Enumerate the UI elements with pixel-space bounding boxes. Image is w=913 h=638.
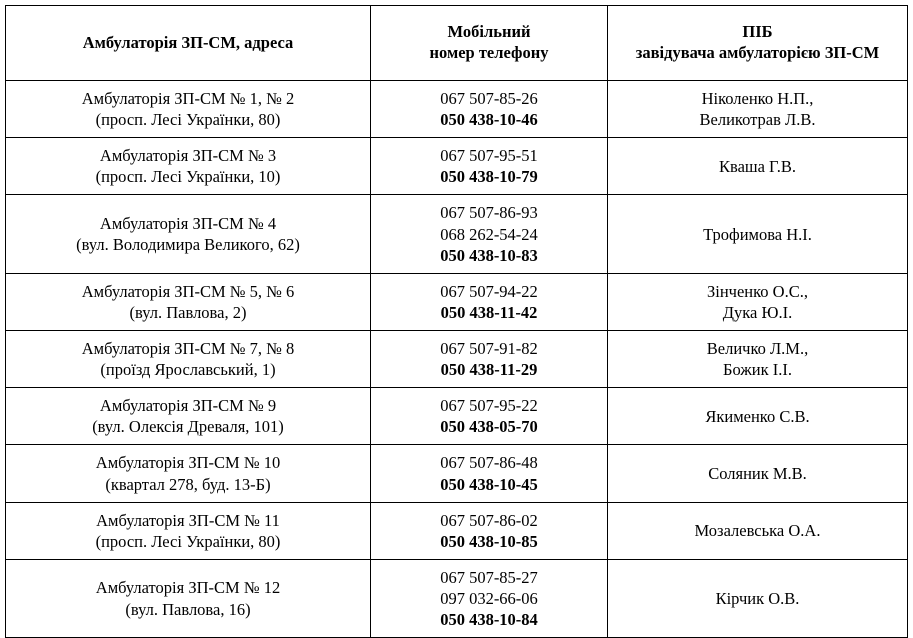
cell-phones xyxy=(371,559,608,637)
cell-address xyxy=(6,330,371,387)
column-header-head xyxy=(608,6,908,81)
table-row xyxy=(6,330,908,387)
phone-number: 050 438-10-83 xyxy=(440,245,538,265)
head-name-line: Кваша Г.В. xyxy=(719,156,796,176)
cell-head-name xyxy=(608,81,908,138)
address-line: (проїзд Ярославський, 1) xyxy=(100,360,276,380)
column-header-line: номер телефону xyxy=(429,43,549,62)
address-line: (вул. Олексія Древаля, 101) xyxy=(92,417,284,437)
cell-head-name xyxy=(608,330,908,387)
cell-head-name xyxy=(608,138,908,195)
head-name-line: Дука Ю.І. xyxy=(722,302,793,322)
table-row xyxy=(6,195,908,273)
phone-number: 067 507-95-51 xyxy=(440,146,538,166)
column-header-line: Мобільний xyxy=(447,22,531,42)
phone-number: 067 507-86-02 xyxy=(440,510,538,530)
cell-address xyxy=(6,445,371,502)
address-line: Амбулаторія ЗП-СМ № 9 xyxy=(99,396,277,416)
head-name-line: Трофимова Н.І. xyxy=(703,224,812,244)
cell-phones xyxy=(371,388,608,445)
table-row xyxy=(6,445,908,502)
address-line: (просп. Лесі Українки, 10) xyxy=(95,167,281,187)
address-line: (квартал 278, буд. 13-Б) xyxy=(105,474,271,494)
column-header-line: ПІБ xyxy=(742,22,773,42)
cell-phones xyxy=(371,81,608,138)
table-header-row xyxy=(6,6,908,81)
cell-address xyxy=(6,559,371,637)
column-header-address xyxy=(6,6,371,81)
phone-number: 067 507-94-22 xyxy=(440,281,538,301)
address-line: Амбулаторія ЗП-СМ № 7, № 8 xyxy=(81,338,295,358)
cell-head-name xyxy=(608,388,908,445)
address-line: Амбулаторія ЗП-СМ № 4 xyxy=(99,213,277,233)
cell-head-name xyxy=(608,445,908,502)
head-name-line: Великотрав Л.В. xyxy=(699,110,816,130)
table-header xyxy=(6,6,908,81)
table-row xyxy=(6,388,908,445)
phone-number: 097 032-66-06 xyxy=(440,588,538,608)
phone-number: 050 438-10-84 xyxy=(440,610,538,630)
address-line: (просп. Лесі Українки, 80) xyxy=(95,531,281,551)
head-name-line: Зінченко О.С., xyxy=(707,281,808,301)
address-line: (просп. Лесі Українки, 80) xyxy=(95,110,281,130)
ambulatory-contacts-table xyxy=(5,5,908,638)
address-line: Амбулаторія ЗП-СМ № 10 xyxy=(95,453,281,473)
head-name-line: Божик І.І. xyxy=(723,360,792,380)
cell-phones xyxy=(371,502,608,559)
cell-address xyxy=(6,273,371,330)
column-header-phone xyxy=(371,6,608,81)
cell-head-name xyxy=(608,195,908,273)
cell-address xyxy=(6,138,371,195)
phone-number: 067 507-86-93 xyxy=(440,203,538,223)
address-line: (вул. Володимира Великого, 62) xyxy=(76,235,300,255)
address-line: (вул. Павлова, 16) xyxy=(125,599,251,619)
head-name-line: Мозалевська О.А. xyxy=(694,521,821,541)
cell-head-name xyxy=(608,559,908,637)
phone-number: 050 438-10-85 xyxy=(440,531,538,551)
head-name-line: Якименко С.В. xyxy=(705,406,810,426)
address-line: Амбулаторія ЗП-СМ № 1, № 2 xyxy=(81,89,295,108)
cell-address xyxy=(6,388,371,445)
phone-number: 067 507-85-27 xyxy=(440,567,538,587)
table-row xyxy=(6,273,908,330)
cell-address xyxy=(6,81,371,138)
cell-head-name xyxy=(608,502,908,559)
head-name-line: Кірчик О.В. xyxy=(715,588,800,608)
phone-number: 050 438-10-46 xyxy=(440,110,538,130)
head-name-line: Величко Л.М., xyxy=(706,338,809,358)
cell-phones xyxy=(371,445,608,502)
address-line: Амбулаторія ЗП-СМ № 12 xyxy=(95,578,281,598)
column-header-line: завідувача амбулаторією ЗП-СМ xyxy=(635,43,880,62)
cell-phones xyxy=(371,273,608,330)
address-line: (вул. Павлова, 2) xyxy=(129,302,247,322)
head-name-line: Ніколенко Н.П., xyxy=(701,89,814,108)
cell-address xyxy=(6,195,371,273)
cell-phones xyxy=(371,138,608,195)
cell-head-name xyxy=(608,273,908,330)
phone-number: 067 507-86-48 xyxy=(440,453,538,473)
phone-number: 050 438-11-29 xyxy=(440,360,538,380)
phone-number: 050 438-05-70 xyxy=(440,417,538,437)
phone-number: 050 438-11-42 xyxy=(440,302,538,322)
address-line: Амбулаторія ЗП-СМ № 5, № 6 xyxy=(81,281,295,301)
table-body xyxy=(6,81,908,638)
cell-address xyxy=(6,502,371,559)
phone-number: 067 507-91-82 xyxy=(440,338,538,358)
address-line: Амбулаторія ЗП-СМ № 11 xyxy=(96,510,280,530)
cell-phones xyxy=(371,195,608,273)
phone-number: 067 507-85-26 xyxy=(440,89,538,108)
cell-phones xyxy=(371,330,608,387)
head-name-line: Соляник М.В. xyxy=(708,463,807,483)
table-row xyxy=(6,502,908,559)
table-row xyxy=(6,81,908,138)
phone-number: 068 262-54-24 xyxy=(440,224,538,244)
phone-number: 050 438-10-79 xyxy=(440,167,538,187)
phone-number: 050 438-10-45 xyxy=(440,474,538,494)
column-header-line: Амбулаторія ЗП-СМ, адреса xyxy=(82,32,294,52)
address-line: Амбулаторія ЗП-СМ № 3 xyxy=(99,146,277,166)
phone-number: 067 507-95-22 xyxy=(440,396,538,416)
table-row xyxy=(6,559,908,637)
table-row xyxy=(6,138,908,195)
